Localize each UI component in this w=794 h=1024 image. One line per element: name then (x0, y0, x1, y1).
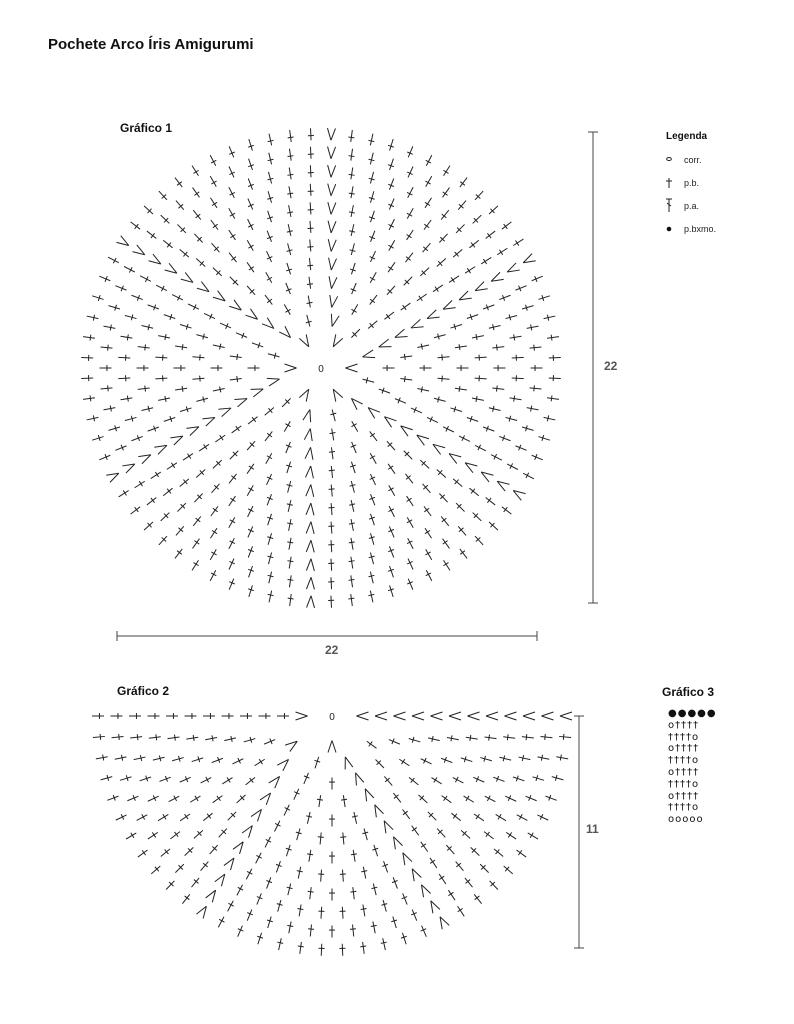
legend-label-increase: p.a. (684, 201, 700, 211)
chart3-row: o†††† (668, 766, 700, 778)
chart3-row: ooooo (668, 814, 704, 826)
legend-label-single-crochet: p.b. (684, 178, 700, 188)
chart2-height-label: 11 (586, 822, 599, 836)
chart3-row: o†††† (668, 743, 700, 755)
chart3-row: ●●●●● (668, 708, 717, 719)
chart2-label: Gráfico 2 (117, 684, 170, 698)
chart1-label: Gráfico 1 (120, 121, 173, 135)
chart3-row: ††††o (668, 755, 700, 767)
chart3-row: ††††o (668, 778, 700, 790)
chart3-row: ††††o (668, 802, 700, 814)
chart3-grid (668, 708, 717, 826)
legend-title: Legenda (666, 131, 708, 142)
page-title: Pochete Arco Íris Amigurumi (48, 36, 254, 53)
center-ring-mark: 0 (318, 364, 324, 375)
chart3-row: ††††o (668, 731, 700, 743)
chart3-row: o†††† (668, 790, 700, 802)
chart1-width-label: 22 (325, 643, 339, 657)
center-ring-mark: 0 (329, 712, 335, 723)
legend-label-chain: corr. (684, 155, 702, 165)
legend-label-slip-stitch: p.bxmo. (684, 224, 717, 234)
chart1-height-label: 22 (604, 359, 618, 373)
chart3-row: o†††† (668, 719, 700, 731)
chart3-label: Gráfico 3 (662, 685, 715, 699)
